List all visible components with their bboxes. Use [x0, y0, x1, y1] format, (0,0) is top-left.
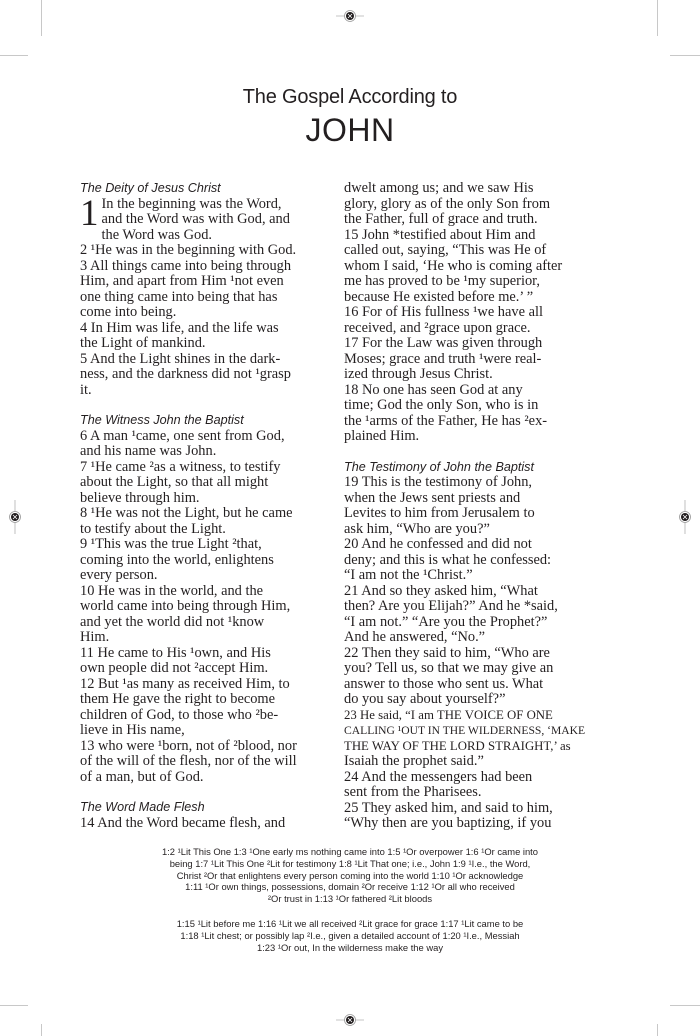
chapter-opening — [80, 192, 332, 234]
verse-line: world came into being through Him, — [80, 598, 291, 614]
chapter-number: 1 — [80, 192, 99, 234]
crop-mark-top-left-v — [41, 0, 42, 36]
verse-line: glory, glory as of the only Son from — [344, 195, 551, 212]
section-heading: The Word Made Flesh — [80, 800, 205, 814]
verse-line: 14 And the Word became flesh, and — [80, 814, 286, 831]
verse-line: “I am not.” “Are you the Prophet?” — [344, 613, 548, 630]
verse-line: time; God the only Son, who is in — [344, 397, 539, 413]
verse-line: And he answered, “No.” — [344, 629, 486, 645]
verse-line: called out, saying, “This was He of — [344, 242, 547, 258]
verse-line: 19 This is the testimony of John, — [344, 474, 533, 490]
verse-line: Isaiah the prophet said.” — [344, 753, 484, 769]
verse-line: whom I said, ‘He who is coming after — [344, 257, 563, 274]
crop-mark-bottom-left-v — [41, 1024, 42, 1036]
verse-line: it. — [80, 381, 92, 398]
verse-line: “Why then are you baptizing, if you — [344, 815, 552, 831]
verse-line: In the beginning was the Word, — [101, 195, 282, 212]
crop-mark-bottom-right-v — [657, 1024, 658, 1036]
verse-line: 9 ¹This was the true Light ²that, — [80, 536, 262, 552]
verse-line: me has proved to be ¹my superior, — [344, 273, 540, 289]
verse-line: and his name was John. — [80, 443, 217, 459]
crop-mark-top-right-h — [670, 55, 700, 56]
verse-line: 4 In Him was life, and the life was — [80, 319, 279, 336]
verse-line: children of God, to those who ²be- — [80, 706, 279, 723]
verse-line: 15 John *testified about Him and — [344, 226, 536, 243]
footnote-line: ²Or trust in 1:13 ¹Or fathered ²Lit bloods — [267, 893, 433, 905]
verse-line: 16 For of His fullness ¹we have all — [344, 304, 543, 320]
verse-line: 17 For the Law was given through — [344, 335, 543, 351]
verse-line: one thing came into being that has — [80, 288, 278, 305]
verse-line: 24 And the messengers had been — [344, 768, 533, 785]
footnotes-block-2 — [80, 918, 620, 953]
book-subtitle: The Gospel According to — [242, 86, 458, 108]
verse-line: 18 No one has seen God at any — [344, 381, 523, 398]
verse-line: because He existed before me.’ ” — [344, 288, 534, 305]
verse-line: to testify about the Light. — [80, 520, 226, 537]
verse-line: Moses; grace and truth ¹were real- — [344, 350, 542, 367]
verse-line: and yet the world did not ¹know — [80, 613, 265, 630]
verse-line: ask him, “Who are you?” — [344, 520, 490, 537]
verse-line: sent from the Pharisees. — [344, 784, 482, 800]
verse-line: lieve in His name, — [80, 722, 185, 738]
verse-line: 7 ¹He came ²as a witness, to testify — [80, 458, 281, 475]
verse-line: Him, and apart from Him ¹not even — [80, 273, 284, 289]
verse-line: Levites to him from Jerusalem to — [344, 505, 535, 521]
verse-line: when the Jews sent priests and — [344, 489, 521, 506]
verse-line: dwelt among us; and we saw His — [344, 180, 534, 196]
crop-mark-bottom-right-h — [670, 1005, 700, 1006]
verse-line: own people did not ²accept Him. — [80, 660, 269, 676]
verse-line: coming into the world, enlightens — [80, 551, 274, 568]
footnote-line: 1:11 ¹Or own things, possessions, domain ²Or receive 1:12 ¹Or all who received — [185, 881, 515, 893]
footnote-line: being 1:7 ¹Lit This One ²Lit for testimony 1:8 ¹Lit That one; i.e., John 1:9 ¹I.e., the Word, — [169, 857, 531, 869]
verse-line: the Light of mankind. — [80, 335, 206, 351]
verse-line: 5 And the Light shines in the dark- — [80, 350, 281, 367]
verse-line: the Word was God. — [101, 226, 212, 243]
verse-line: 12 But ¹as many as received Him, to — [80, 675, 290, 692]
verse-line: of the will of the flesh, nor of the will — [80, 753, 297, 769]
verse-line: 8 ¹He was not the Light, but he came — [80, 505, 293, 521]
verse-line: do you say about yourself?” — [344, 691, 506, 707]
verse-line: of a man, but of God. — [80, 768, 204, 785]
verse-line: CALLING ¹OUT IN THE WILDERNESS, ‘MAKE — [344, 724, 586, 737]
right-text-column — [344, 181, 596, 832]
left-text-column — [80, 181, 332, 831]
registration-mark-top-icon — [336, 9, 350, 23]
crop-mark-top-left-h — [0, 55, 28, 56]
verse-line: ness, and the darkness did not ¹grasp — [80, 366, 291, 382]
verse-line: them He gave the right to become — [80, 691, 276, 707]
verse-line: you? Tell us, so that we may give an — [344, 660, 554, 676]
registration-mark-left-icon — [8, 500, 22, 514]
verse-line: 10 He was in the world, and the — [80, 582, 264, 599]
verse-line: 20 And he confessed and did not — [344, 536, 532, 552]
section-heading: The Testimony of John the Baptist — [344, 459, 534, 474]
verse-line: 3 All things came into being through — [80, 257, 292, 274]
verse-line: 2 ¹He was in the beginning with God. — [80, 242, 297, 258]
verse-line: 22 Then they said to him, “Who are — [344, 644, 550, 661]
verse-line: 13 who were ¹born, not of ²blood, nor — [80, 737, 297, 754]
verse-line: come into being. — [80, 304, 177, 320]
footnote-line: Christ ²Or that enlightens every person coming into the world 1:10 ¹Or acknowledge — [176, 869, 524, 881]
verse-line: 25 They asked him, and said to him, — [344, 799, 553, 816]
crop-mark-top-right-v — [657, 0, 658, 36]
verse-line: and the Word was with God, and — [101, 211, 290, 227]
verse-line: every person. — [80, 567, 158, 583]
footnotes-block-1 — [80, 846, 620, 905]
verse-line: received, and ²grace upon grace. — [344, 319, 531, 336]
verse-line: 21 And so they asked him, “What — [344, 582, 538, 599]
crop-mark-bottom-left-h — [0, 1005, 28, 1006]
verse-line: “I am not the ¹Christ.” — [344, 567, 473, 583]
verse-line: about the Light, so that all might — [80, 474, 269, 490]
verse-line: then? Are you Elijah?” And he *said, — [344, 598, 558, 614]
footnote-line: 1:15 ¹Lit before me 1:16 ¹Lit we all received ²Lit grace for grace 1:17 ¹Lit came to be — [176, 918, 524, 929]
verse-line: plained Him. — [344, 428, 420, 444]
verse-line: 11 He came to His ¹own, and His — [80, 644, 271, 661]
registration-mark-bottom-icon — [336, 1013, 350, 1027]
verse-line: the Father, full of grace and truth. — [344, 211, 538, 227]
verse-line: Him. — [80, 629, 110, 645]
footnote-line: 1:23 ¹Or out, In the wilderness make the way — [256, 941, 444, 953]
book-title: JOHN — [305, 112, 395, 148]
verse-line: 23 He said, “I am THE VOICE OF ONE — [344, 707, 553, 722]
verse-line: ized through Jesus Christ. — [344, 366, 493, 382]
verse-line: THE WAY OF THE LORD STRAIGHT,’ as — [344, 738, 571, 753]
verse-line: deny; and this is what he confessed: — [344, 551, 552, 568]
section-heading: The Deity of Jesus Christ — [80, 181, 221, 195]
verse-line: the ¹arms of the Father, He has ²ex- — [344, 412, 548, 429]
verse-line: answer to those who sent us. What — [344, 675, 544, 692]
registration-mark-right-icon — [678, 500, 692, 514]
footnote-line: 1:18 ¹Lit chest; or possibly lap ²I.e., given a detailed account of 1:20 ¹I.e., Messiah — [180, 929, 520, 941]
verse-line: believe through him. — [80, 489, 200, 506]
section-heading: The Witness John the Baptist — [80, 413, 244, 427]
verse-line: 6 A man ¹came, one sent from God, — [80, 427, 285, 444]
footnote-line: 1:2 ¹Lit This One 1:3 ¹One early ms nothing came into 1:5 ¹Or overpower 1:6 ¹Or came into — [161, 846, 539, 857]
